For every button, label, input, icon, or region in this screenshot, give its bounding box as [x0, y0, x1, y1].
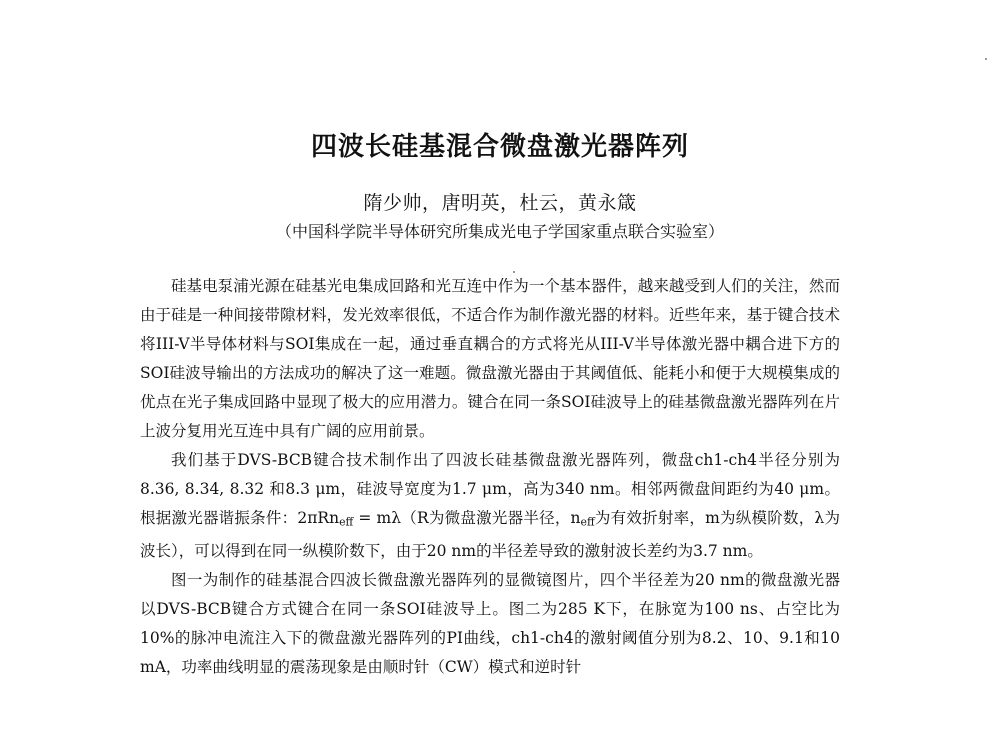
paragraph-2-part-b: = mλ（R为微盘激光器半径，n — [353, 509, 581, 527]
subscript-eff-2: eff — [580, 515, 595, 529]
paragraph-2-part-a: 我们基于DVS-BCB键合技术制作出了四波长硅基微盘激光器阵列，微盘ch1-ch4半径分别为8.36, 8.34, 8.32 和8.3 μm，硅波导宽度为1.7 μm，高为340 nm。相邻两微盘间距约为40 μm。根据激光器谐振条件：2πRn — [140, 451, 840, 527]
subscript-eff-1: eff — [339, 515, 354, 529]
paragraph-3: 图一为制作的硅基混合四波长微盘激光器阵列的显微镜图片，四个半径差为20 nm的微盘激光器以DVS-BCB键合方式键合在同一条SOI硅波导上。图二为285 K下，在脉宽为100 ns、占空比为10%的脉冲电流注入下的微盘激光器阵列的PI曲线，ch1-ch4的激射阈值分别为8.2、10、9.1和10 mA，功率曲线明显的震荡现象是由顺时针（CW）模式和逆时针 — [140, 570, 840, 676]
paragraph-1: 硅基电泵浦光源在硅基光电集成回路和光互连中作为一个基本器件，越来越受到人们的关注，然而由于硅是一种间接带隙材料，发光效率很低，不适合作为制作激光器的材料。近些年来，基于键合技术将III-V半导体材料与SOI集成在一起，通过垂直耦合的方式将光从III-V半导体激光器中耦合进下方的SOI硅波导输出的方法成功的解决了这一难题。微盘激光器由于其阈值低、能耗小和便于大规模集成的优点在光子集成回路中显现了极大的应用潜力。键合在同一条SOI硅波导上的硅基微盘激光器阵列在片上波分复用光互连中具有广阔的应用前景。 — [140, 277, 840, 440]
paragraph-2-part-c: 为有效折射率，m为纵模阶数，λ为波长），可以得到在同一纵模阶数下，由于20 nm的半径差导致的激射波长差约为3.7 nm。 — [140, 509, 840, 560]
author-list: 隋少帅，唐明英，杜云，黄永箴 — [363, 192, 637, 214]
paper-title: 四波长硅基混合微盘激光器阵列 — [310, 132, 689, 162]
body-text — [140, 272, 840, 682]
affiliation: （中国科学院半导体研究所集成光电子学国家重点联合实验室） — [275, 222, 724, 241]
scan-speck — [985, 58, 987, 60]
paragraph-2 — [140, 446, 840, 566]
scan-speck — [513, 271, 515, 273]
